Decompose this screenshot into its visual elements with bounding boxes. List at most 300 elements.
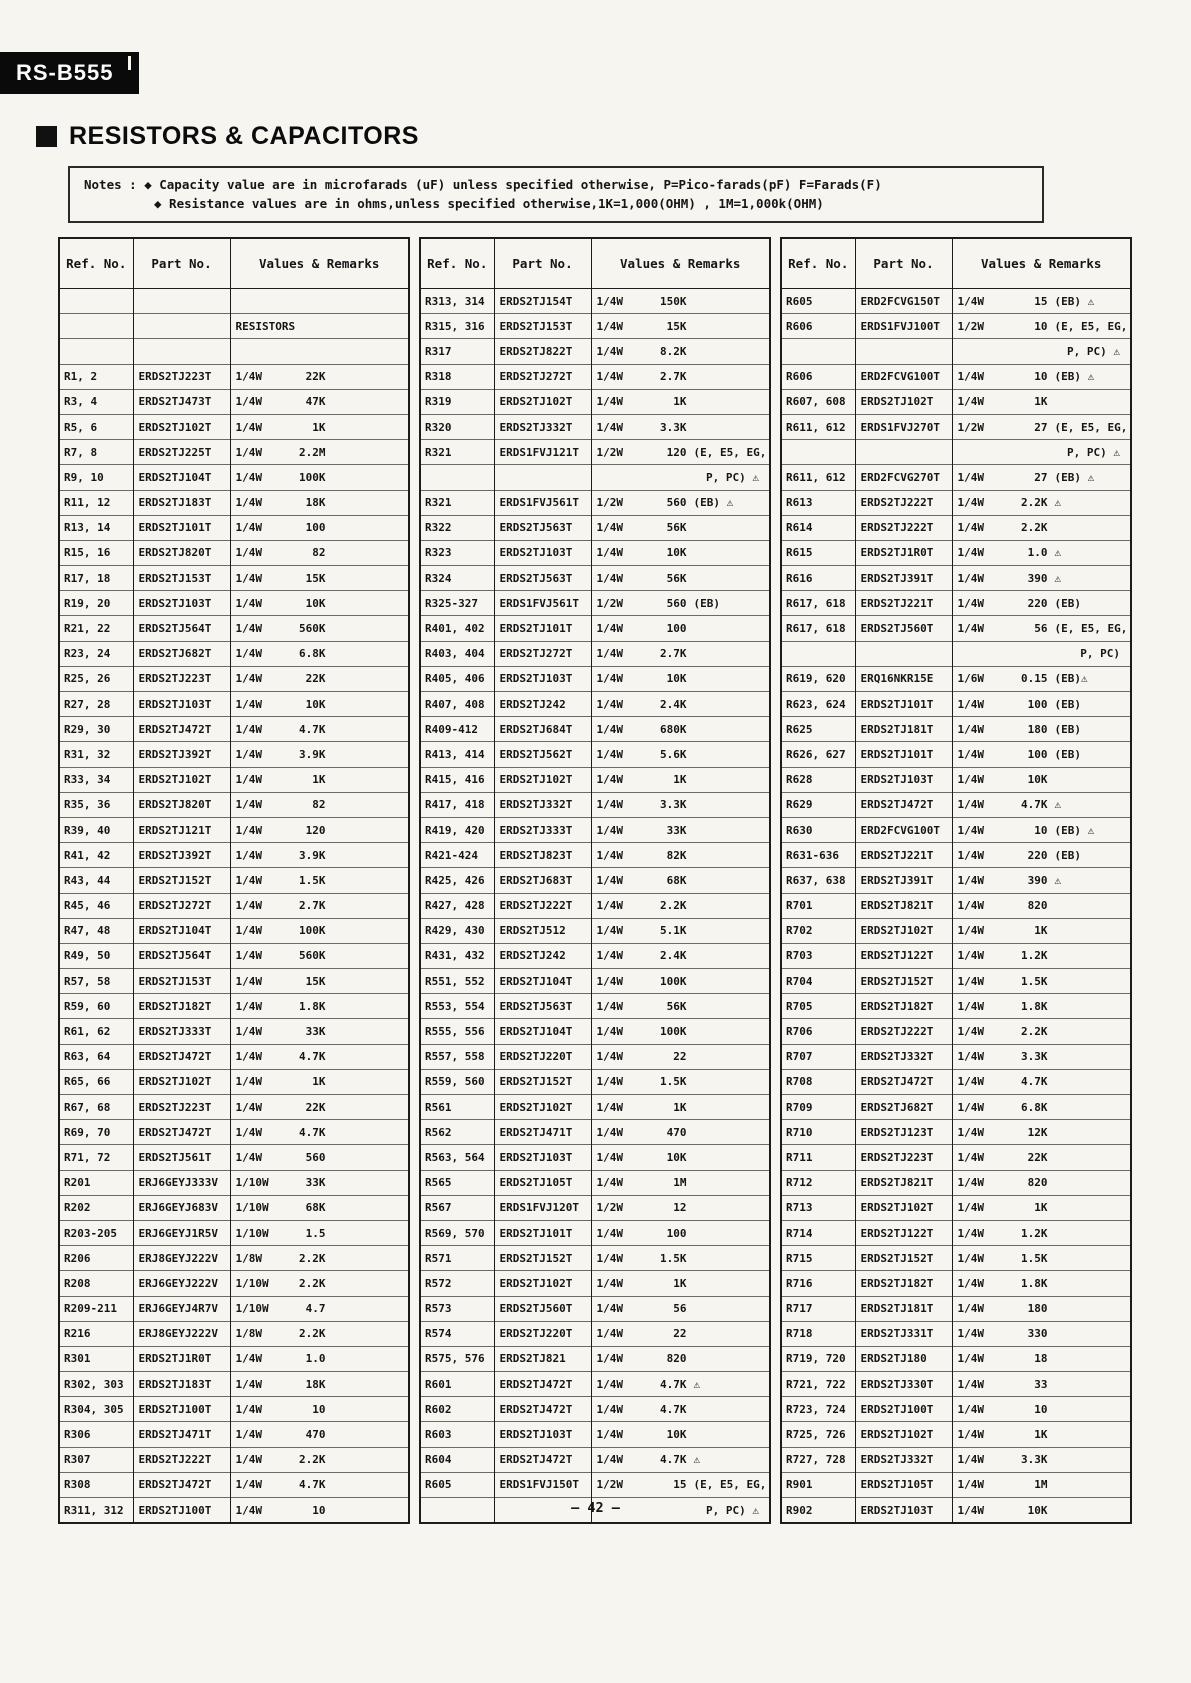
ref-no: R901 xyxy=(781,1472,855,1497)
values-remarks xyxy=(952,1472,1131,1497)
part-no: ERDS2TJ222T xyxy=(855,1019,952,1044)
table-row xyxy=(59,692,409,717)
ref-no: R43, 44 xyxy=(59,868,133,893)
ref-no: R569, 570 xyxy=(420,1220,494,1245)
part-no: ERDS2TJ512 xyxy=(494,918,591,943)
value: 1K xyxy=(312,1075,326,1089)
ref-no: R574 xyxy=(420,1321,494,1346)
values-remarks xyxy=(952,817,1131,842)
table-row xyxy=(420,364,770,389)
table-row xyxy=(59,1170,409,1195)
wattage: 1/4W xyxy=(235,1075,262,1089)
part-no: ERDS2TJ121T xyxy=(133,817,230,842)
ref-no: R15, 16 xyxy=(59,540,133,565)
value: 1K xyxy=(673,1100,687,1114)
part-no: ERDS2TJ103T xyxy=(133,591,230,616)
table-row xyxy=(59,364,409,389)
values-remarks xyxy=(230,465,409,490)
part-no: ERQ16NKR15E xyxy=(855,666,952,691)
wattage: 1/4W xyxy=(596,974,623,988)
ref-no: R555, 556 xyxy=(420,1019,494,1044)
table-row xyxy=(59,767,409,792)
values-remarks xyxy=(591,289,770,314)
table-row xyxy=(420,1472,770,1497)
values-remarks xyxy=(591,969,770,994)
values-remarks xyxy=(952,1296,1131,1321)
part-no: ERDS2TJ564T xyxy=(133,616,230,641)
ref-no: R318 xyxy=(420,364,494,389)
ref-no: R69, 70 xyxy=(59,1120,133,1145)
value: 2.2K xyxy=(1021,496,1048,510)
ref-no: R407, 408 xyxy=(420,692,494,717)
table-row xyxy=(59,1019,409,1044)
values-remarks xyxy=(591,843,770,868)
wattage: 1/4W xyxy=(596,1125,623,1139)
table-row xyxy=(781,465,1131,490)
wattage: 1/4W xyxy=(235,445,262,459)
table-row xyxy=(781,1422,1131,1447)
values-remarks xyxy=(591,364,770,389)
wattage: 1/4W xyxy=(235,521,262,535)
wattage: 1/4W xyxy=(596,1276,623,1290)
part-no: ERDS2TJ105T xyxy=(855,1472,952,1497)
ref-no: R39, 40 xyxy=(59,817,133,842)
remark: (EB) xyxy=(1054,747,1081,761)
table-row xyxy=(59,1044,409,1069)
wattage: 1/4W xyxy=(235,370,262,384)
remark: (EB)⚠ xyxy=(1054,672,1088,686)
part-no: ERDS2TJ563T xyxy=(494,566,591,591)
table-row xyxy=(420,742,770,767)
part-no: ERDS2TJ103T xyxy=(494,1145,591,1170)
value: 1K xyxy=(673,395,687,409)
table-row xyxy=(420,1170,770,1195)
values-remarks xyxy=(591,1170,770,1195)
wattage: 1/8W xyxy=(235,1251,262,1265)
table-row xyxy=(420,1095,770,1120)
ref-no: R719, 720 xyxy=(781,1346,855,1371)
values-remarks xyxy=(230,364,409,389)
wattage: 1/4W xyxy=(596,697,623,711)
value: 10 xyxy=(1034,1402,1048,1416)
values-remarks xyxy=(952,440,1131,465)
remark: (EB) ⚠ xyxy=(1054,294,1095,308)
part-no: ERDS1FVJ561T xyxy=(494,490,591,515)
wattage: 1/4W xyxy=(957,949,984,963)
table-row xyxy=(781,616,1131,641)
value: 820 xyxy=(1027,899,1048,913)
wattage: 1/4W xyxy=(235,1377,262,1391)
remark: P, PC) ⚠ xyxy=(1067,445,1120,459)
values-remarks xyxy=(952,1346,1131,1371)
wattage: 1/4W xyxy=(596,899,623,913)
table-row xyxy=(420,893,770,918)
table-row xyxy=(420,490,770,515)
table-row xyxy=(420,289,770,314)
table-row xyxy=(420,1019,770,1044)
ref-no: R311, 312 xyxy=(59,1498,133,1524)
wattage: 1/4W xyxy=(596,1302,623,1316)
remark: (EB) xyxy=(1054,596,1081,610)
badge-notch xyxy=(128,56,131,70)
wattage: 1/4W xyxy=(957,1478,984,1492)
remark: ⚠ xyxy=(693,1453,701,1467)
table-row xyxy=(781,414,1131,439)
values-remarks xyxy=(591,717,770,742)
wattage: 1/4W xyxy=(596,848,623,862)
remark: P, PC) ⚠ xyxy=(1067,344,1120,358)
values-remarks xyxy=(952,994,1131,1019)
wattage: 1/8W xyxy=(235,1327,262,1341)
table-row xyxy=(781,792,1131,817)
values-remarks xyxy=(230,692,409,717)
values-remarks xyxy=(591,1397,770,1422)
value: 1.8K xyxy=(1021,999,1048,1013)
value: 1M xyxy=(1034,1478,1048,1492)
value: 56K xyxy=(666,999,687,1013)
values-remarks xyxy=(952,767,1131,792)
wattage: 1/4W xyxy=(596,949,623,963)
values-remarks xyxy=(591,1271,770,1296)
parts-table xyxy=(780,237,1132,1524)
ref-no: R553, 554 xyxy=(420,994,494,1019)
table-row xyxy=(781,1145,1131,1170)
part-no: ERD2FCVG150T xyxy=(855,289,952,314)
wattage: 1/4W xyxy=(596,672,623,686)
remark: (EB) ⚠ xyxy=(1054,370,1095,384)
values-remarks xyxy=(591,1120,770,1145)
values-remarks xyxy=(591,1019,770,1044)
value: 1K xyxy=(312,420,326,434)
values-remarks xyxy=(952,1120,1131,1145)
table-row xyxy=(59,1346,409,1371)
ref-no: R601 xyxy=(420,1372,494,1397)
value: 56K xyxy=(666,521,687,535)
value: 4.7K xyxy=(660,1402,687,1416)
wattage: 1/4W xyxy=(596,647,623,661)
values-remarks xyxy=(230,616,409,641)
ref-no: R63, 64 xyxy=(59,1044,133,1069)
ref-no: R902 xyxy=(781,1498,855,1524)
values-remarks xyxy=(591,414,770,439)
ref-no: R11, 12 xyxy=(59,490,133,515)
ref-no: R67, 68 xyxy=(59,1095,133,1120)
value: 120 xyxy=(666,445,687,459)
table-row xyxy=(59,490,409,515)
values-remarks xyxy=(230,1145,409,1170)
part-no: ERDS2TJ102T xyxy=(494,389,591,414)
ref-no: R71, 72 xyxy=(59,1145,133,1170)
part-no: ERDS2TJ182T xyxy=(133,994,230,1019)
values-remarks xyxy=(952,666,1131,691)
values-remarks xyxy=(230,1069,409,1094)
value: 1K xyxy=(673,1276,687,1290)
wattage: 1/10W xyxy=(235,1226,269,1240)
ref-no xyxy=(59,339,133,364)
ref-no: R718 xyxy=(781,1321,855,1346)
ref-no: R320 xyxy=(420,414,494,439)
part-no xyxy=(133,314,230,339)
ref-no: R302, 303 xyxy=(59,1372,133,1397)
ref-no: R563, 564 xyxy=(420,1145,494,1170)
values-remarks xyxy=(230,490,409,515)
values-remarks xyxy=(591,566,770,591)
ref-no: R33, 34 xyxy=(59,767,133,792)
table-row xyxy=(420,440,770,465)
table-row xyxy=(781,1019,1131,1044)
value: 560 xyxy=(666,496,687,510)
values-remarks xyxy=(230,843,409,868)
values-remarks xyxy=(591,767,770,792)
value: 47K xyxy=(305,395,326,409)
ref-no: R704 xyxy=(781,969,855,994)
values-remarks xyxy=(952,717,1131,742)
values-remarks xyxy=(230,742,409,767)
part-no: ERDS2TJ471T xyxy=(494,1120,591,1145)
ref-no: R59, 60 xyxy=(59,994,133,1019)
wattage: 1/4W xyxy=(596,823,623,837)
values-remarks xyxy=(952,414,1131,439)
value: 56 xyxy=(1034,622,1048,636)
table-row xyxy=(59,994,409,1019)
values-remarks xyxy=(230,289,409,314)
part-no: ERD2FCVG100T xyxy=(855,817,952,842)
ref-no: R602 xyxy=(420,1397,494,1422)
wattage: 1/4W xyxy=(957,1503,984,1517)
part-no: ERDS2TJ472T xyxy=(133,717,230,742)
part-no: ERDS2TJ560T xyxy=(494,1296,591,1321)
table-row xyxy=(59,1321,409,1346)
values-remarks xyxy=(952,1447,1131,1472)
values-remarks xyxy=(230,893,409,918)
table-row xyxy=(59,792,409,817)
ref-no: R611, 612 xyxy=(781,414,855,439)
table-row xyxy=(420,969,770,994)
remark: (EB) ⚠ xyxy=(1054,823,1095,837)
table-row xyxy=(59,440,409,465)
value: 22K xyxy=(305,1100,326,1114)
values-remarks xyxy=(952,1372,1131,1397)
value: 82 xyxy=(312,546,326,560)
value: 15K xyxy=(305,571,326,585)
value: 2.2K xyxy=(299,1453,326,1467)
values-remarks xyxy=(230,314,409,339)
part-no: ERDS2TJ563T xyxy=(494,515,591,540)
wattage: 1/4W xyxy=(957,722,984,736)
parts-table xyxy=(58,237,410,1524)
values-remarks xyxy=(952,792,1131,817)
ref-no: R45, 46 xyxy=(59,893,133,918)
part-no: ERDS2TJ472T xyxy=(494,1397,591,1422)
wattage: 1/4W xyxy=(596,873,623,887)
value: 15K xyxy=(666,319,687,333)
value: 10K xyxy=(305,697,326,711)
wattage: 1/4W xyxy=(957,823,984,837)
part-no: ERDS2TJ102T xyxy=(855,1195,952,1220)
wattage: 1/4W xyxy=(235,470,262,484)
ref-no: R561 xyxy=(420,1095,494,1120)
part-no: ERDS2TJ272T xyxy=(133,893,230,918)
part-no: ERDS2TJ564T xyxy=(133,943,230,968)
table-row xyxy=(420,1321,770,1346)
part-no: ERDS2TJ683T xyxy=(494,868,591,893)
remark: (E, E5, EG, xyxy=(1054,319,1128,333)
part-no: ERDS2TJ391T xyxy=(855,566,952,591)
table-row xyxy=(420,389,770,414)
part-no: ERDS2TJ153T xyxy=(494,314,591,339)
values-remarks xyxy=(591,339,770,364)
table-row xyxy=(781,843,1131,868)
remark: (EB) ⚠ xyxy=(1054,470,1095,484)
table-row xyxy=(420,918,770,943)
value: 3.3K xyxy=(660,420,687,434)
wattage: 1/2W xyxy=(596,1201,623,1215)
table-row xyxy=(59,843,409,868)
value: 390 xyxy=(1027,571,1048,585)
wattage: 1/4W xyxy=(957,1125,984,1139)
value: 10 xyxy=(312,1402,326,1416)
wattage: 1/4W xyxy=(596,1226,623,1240)
values-remarks xyxy=(230,1296,409,1321)
table-row xyxy=(781,943,1131,968)
values-remarks xyxy=(952,389,1131,414)
values-remarks xyxy=(952,969,1131,994)
wattage: 1/4W xyxy=(596,344,623,358)
values-remarks xyxy=(230,767,409,792)
table-row xyxy=(420,692,770,717)
values-remarks xyxy=(230,943,409,968)
value: 560 xyxy=(666,596,687,610)
values-remarks xyxy=(952,1321,1131,1346)
wattage: 1/4W xyxy=(957,395,984,409)
table-row xyxy=(781,490,1131,515)
table-row xyxy=(420,1372,770,1397)
wattage: 1/10W xyxy=(235,1176,269,1190)
value: 18 xyxy=(1034,1352,1048,1366)
table-row xyxy=(781,1220,1131,1245)
wattage: 1/4W xyxy=(596,1352,623,1366)
table-row xyxy=(420,591,770,616)
ref-no: R325-327 xyxy=(420,591,494,616)
ref-no: R716 xyxy=(781,1271,855,1296)
ref-no: R17, 18 xyxy=(59,566,133,591)
wattage: 1/2W xyxy=(596,596,623,610)
ref-no: R19, 20 xyxy=(59,591,133,616)
header-row xyxy=(420,238,770,289)
remark: P, PC) ⚠ xyxy=(706,1503,759,1517)
ref-no: R705 xyxy=(781,994,855,1019)
value: 100K xyxy=(660,1025,687,1039)
values-remarks xyxy=(591,817,770,842)
part-no: ERDS2TJ102T xyxy=(133,1069,230,1094)
table-row xyxy=(420,339,770,364)
ref-no: R405, 406 xyxy=(420,666,494,691)
value: 2.7K xyxy=(660,647,687,661)
values-remarks xyxy=(952,1246,1131,1271)
value: 4.7K xyxy=(299,1125,326,1139)
ref-no: R611, 612 xyxy=(781,465,855,490)
part-no: ERDS2TJ152T xyxy=(133,868,230,893)
part-no: ERDS2TJ242 xyxy=(494,692,591,717)
wattage: 1/4W xyxy=(957,521,984,535)
table-row xyxy=(59,616,409,641)
part-no xyxy=(855,339,952,364)
ref-no: R429, 430 xyxy=(420,918,494,943)
part-no: ERDS2TJ221T xyxy=(855,591,952,616)
table-row xyxy=(420,994,770,1019)
values-remarks xyxy=(952,943,1131,968)
value: 33K xyxy=(305,1176,326,1190)
ref-no: R629 xyxy=(781,792,855,817)
wattage: 1/4W xyxy=(596,1402,623,1416)
part-no: ERDS2TJ100T xyxy=(133,1498,230,1524)
table-row xyxy=(781,389,1131,414)
ref-no: R315, 316 xyxy=(420,314,494,339)
value: 560 xyxy=(305,1150,326,1164)
table-row xyxy=(59,1397,409,1422)
value: 22 xyxy=(673,1050,687,1064)
table-row xyxy=(420,1195,770,1220)
values-remarks xyxy=(230,540,409,565)
value: 18K xyxy=(305,1377,326,1391)
ref-no: R21, 22 xyxy=(59,616,133,641)
wattage: 1/4W xyxy=(957,1327,984,1341)
part-no: ERDS1FVJ121T xyxy=(494,440,591,465)
wattage: 1/4W xyxy=(957,1402,984,1416)
values-remarks xyxy=(230,389,409,414)
ref-no: R606 xyxy=(781,314,855,339)
value: 33K xyxy=(666,823,687,837)
remark: P, PC) xyxy=(1080,647,1120,661)
part-no: ERDS2TJ472T xyxy=(494,1447,591,1472)
table-row xyxy=(59,717,409,742)
ref-no: R216 xyxy=(59,1321,133,1346)
values-remarks xyxy=(952,616,1131,641)
ref-no: R425, 426 xyxy=(420,868,494,893)
wattage: 1/4W xyxy=(596,1428,623,1442)
part-no: ERD2FCVG100T xyxy=(855,364,952,389)
ref-no: R304, 305 xyxy=(59,1397,133,1422)
part-no: ERDS2TJ180 xyxy=(855,1346,952,1371)
wattage: 1/4W xyxy=(596,420,623,434)
ref-no: R616 xyxy=(781,566,855,591)
value: 82 xyxy=(312,798,326,812)
table-row xyxy=(781,289,1131,314)
value: 4.7K xyxy=(1021,1075,1048,1089)
table-row xyxy=(59,339,409,364)
wattage: 1/4W xyxy=(596,1050,623,1064)
ref-no: R321 xyxy=(420,440,494,465)
table-row xyxy=(420,1246,770,1271)
ref-no: R615 xyxy=(781,540,855,565)
ref-no: R401, 402 xyxy=(420,616,494,641)
ref-no: R575, 576 xyxy=(420,1346,494,1371)
column-header: Ref. No. xyxy=(59,238,133,289)
table-row xyxy=(781,515,1131,540)
value: 180 xyxy=(1027,722,1048,736)
values-remarks xyxy=(230,1120,409,1145)
value: 2.7K xyxy=(299,899,326,913)
value: 100K xyxy=(299,470,326,484)
remark: (E, E5, EG, xyxy=(1054,622,1128,636)
value: 3.9K xyxy=(299,747,326,761)
ref-no: R5, 6 xyxy=(59,414,133,439)
values-remarks xyxy=(230,994,409,1019)
header-row xyxy=(59,238,409,289)
wattage: 1/4W xyxy=(957,571,984,585)
values-remarks xyxy=(952,641,1131,666)
table-row xyxy=(420,314,770,339)
